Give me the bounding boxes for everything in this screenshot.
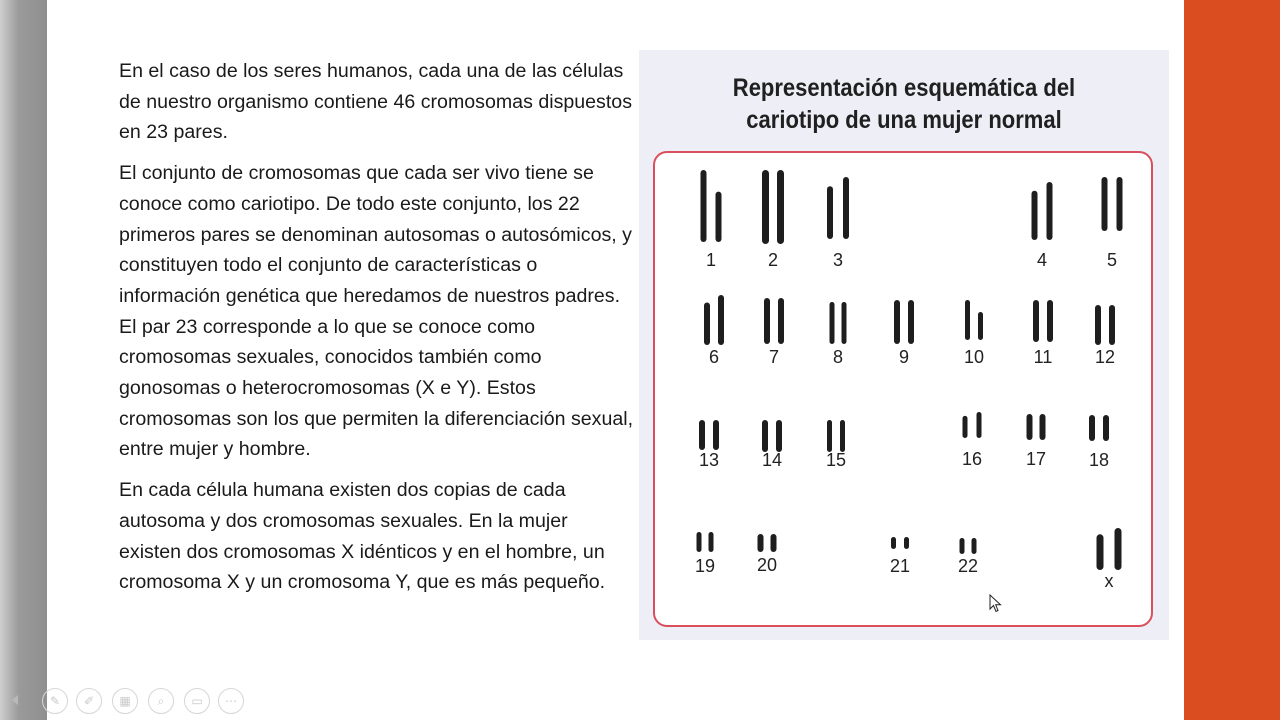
- chromosome-label: 2: [767, 250, 779, 270]
- chromosome-17-right: [1040, 414, 1046, 440]
- chromosome-6-left: [704, 303, 710, 346]
- chromosome-11-right: [1047, 300, 1053, 342]
- chromosome-7-right: [778, 298, 784, 344]
- chromosome-3-right: [843, 177, 849, 239]
- chromosome-label: 20: [756, 555, 778, 575]
- chromosome-label: 18: [1088, 450, 1110, 470]
- chromosome-21-left: [891, 537, 896, 549]
- mouse-cursor-icon: [989, 594, 1003, 614]
- chromosome-label: 11: [1033, 347, 1053, 367]
- chromosome-13-right: [713, 420, 719, 450]
- chromosome-11-left: [1033, 300, 1039, 342]
- chromosome-16-right: [977, 412, 982, 438]
- chromosome-4-right: [1047, 182, 1053, 240]
- chromosome-label: 21: [889, 556, 911, 576]
- chromosome-9-right: [908, 300, 914, 344]
- slides-grid-icon[interactable]: ▦: [112, 688, 138, 714]
- chromosome-2-left: [762, 170, 769, 244]
- zoom-icon[interactable]: ⌕: [148, 688, 174, 714]
- chromosome-3-left: [827, 186, 833, 239]
- chromosome-9-left: [894, 300, 900, 344]
- chromosome-label: 6: [708, 347, 720, 367]
- karyotype-diagram: [639, 50, 1169, 640]
- chromosome-label: 13: [698, 450, 720, 470]
- chromosome-label: 22: [957, 556, 979, 576]
- chromosome-label: 5: [1106, 250, 1118, 270]
- chromosome-8-right: [842, 302, 847, 344]
- chromosome-12-right: [1109, 305, 1115, 345]
- chromosome-19-right: [709, 532, 714, 552]
- figure-title-line-2: cariotipo de una mujer normal: [746, 106, 1062, 134]
- chromosome-12-left: [1095, 305, 1101, 345]
- screen-icon[interactable]: ▭: [184, 688, 210, 714]
- chromosome-4-left: [1032, 191, 1038, 240]
- chromosome-20-left: [758, 534, 764, 552]
- chromosome-17-left: [1027, 414, 1033, 440]
- chromosome-label: 9: [898, 347, 910, 367]
- chromosome-label: 1: [705, 250, 717, 270]
- chromosome-19-left: [697, 532, 702, 552]
- chromosome-label: 17: [1025, 449, 1047, 469]
- slideshow-controls: [10, 688, 250, 716]
- previous-slide-icon[interactable]: [12, 695, 18, 705]
- chromosome-10-left: [965, 300, 970, 340]
- chromosome-21-right: [904, 537, 909, 549]
- chromosome-15-left: [827, 420, 832, 452]
- chromosome-label: 7: [768, 347, 780, 367]
- paragraph-3: En cada célula humana existen dos copias de cada autosoma y dos cromosomas sexuales. En la mujer existen dos cromosomas X idénticos y en el hombre, un cromosoma X y un cromosoma Y, que es más pequeño.: [119, 479, 606, 594]
- chromosome-5-left: [1102, 177, 1108, 231]
- pen-tool-icon[interactable]: ✐: [76, 688, 102, 714]
- chromosome-label: 12: [1094, 347, 1116, 367]
- slide-body-text: [119, 56, 634, 608]
- chromosome-label: 14: [761, 450, 783, 470]
- chromosome-2-right: [777, 170, 784, 244]
- more-options-icon[interactable]: ⋯: [218, 688, 244, 714]
- chromosome-8-left: [830, 302, 835, 344]
- chromosome-18-left: [1089, 415, 1095, 441]
- chromosome-label: x: [1104, 571, 1114, 591]
- chromosome-15-right: [840, 420, 845, 452]
- chromosome-label: 15: [825, 450, 847, 470]
- chromosome-16-left: [963, 416, 968, 438]
- chromosome-label: 4: [1036, 250, 1048, 270]
- chromosome-1-right: [716, 192, 722, 242]
- chromosome-20-right: [771, 534, 777, 552]
- chromosome-22-left: [960, 538, 965, 554]
- chromosome-10-right: [978, 312, 983, 340]
- chromosome-1-left: [701, 170, 707, 242]
- figure-title-line-1: Representación esquemática del: [732, 74, 1076, 102]
- karyotype-figure: [639, 50, 1169, 640]
- chromosome-label: 10: [963, 347, 985, 367]
- chromosome-label: 3: [832, 250, 844, 270]
- chromosome-label: 8: [832, 347, 844, 367]
- chromosome-18-right: [1103, 415, 1109, 441]
- chromosome-x-left: [1097, 534, 1104, 570]
- left-sidebar-strip: [0, 0, 47, 720]
- chromosome-22-right: [972, 538, 977, 554]
- chromosome-5-right: [1117, 177, 1123, 231]
- chromosome-14-left: [762, 420, 768, 452]
- paragraph-2: El conjunto de cromosomas que cada ser vivo tiene se conoce como cariotipo. De todo este conjunto, los 22 primeros pares se denominan autosomas o autosómicos, y constituyen todo el conjunto de características o información genética que heredamos de nuestros padres. El par 23 corresponde a lo que se conoce como cromosomas sexuales, conocidos también como gonosomas o heterocromosomas (X e Y). Estos cromosomas son los que permiten la diferenciación sexual, entre mujer y hombre.: [119, 162, 634, 461]
- chromosome-13-left: [699, 420, 705, 450]
- chromosome-x-right: [1115, 528, 1122, 570]
- paragraph-1: En el caso de los seres humanos, cada una de las células de nuestro organismo contiene 46 cromosomas dispuestos en 23 pares.: [119, 60, 632, 144]
- chromosome-7-left: [764, 298, 770, 344]
- chromosome-6-right: [718, 295, 724, 345]
- pen-icon[interactable]: ✎: [42, 688, 68, 714]
- chromosome-label: 19: [694, 556, 716, 576]
- chromosome-label: 16: [961, 449, 983, 469]
- accent-bar: [1184, 0, 1280, 720]
- chromosome-14-right: [776, 420, 782, 452]
